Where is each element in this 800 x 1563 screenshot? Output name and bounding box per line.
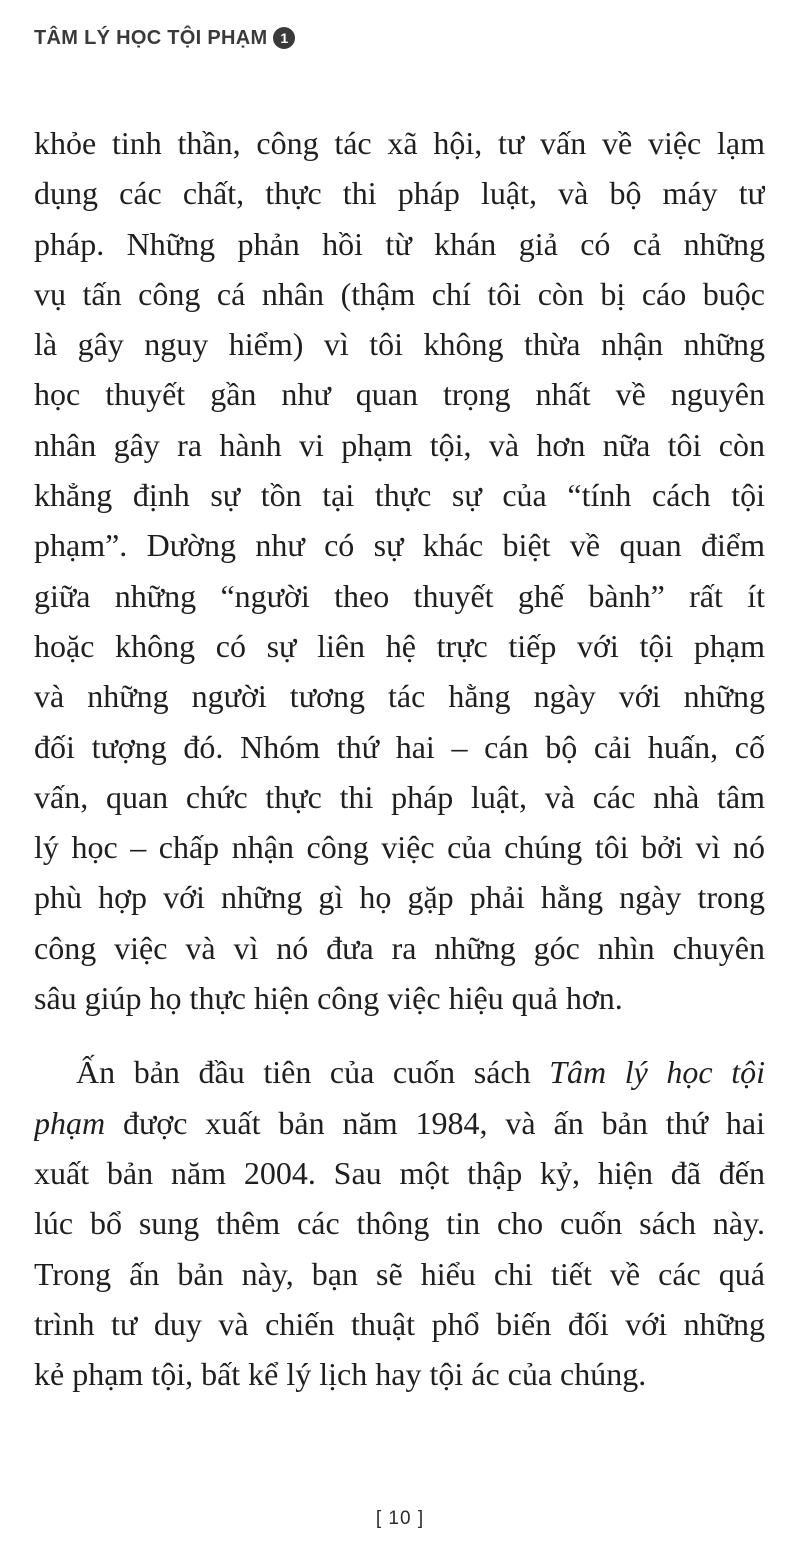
text-line: lúc bổ sung thêm các thông tin cho cuốn sách này. [34,1205,765,1242]
text-line [34,1098,765,1148]
text-line [34,1047,765,1097]
text-line: khẳng định sự tồn tại thực sự của “tính cách tội [34,477,765,514]
text-line: lý học – chấp nhận công việc của chúng tôi bởi vì nó [34,829,765,866]
book-title-italic: phạm [34,1104,106,1141]
text-line: sâu giúp họ thực hiện công việc hiệu quả hơn. [34,980,623,1017]
page-number: [ 10 ] [375,1508,425,1529]
text-line: kẻ phạm tội, bất kể lý lịch hay tội ác của chúng. [34,1356,647,1393]
text-line: vấn, quan chức thực thi pháp luật, và các nhà tâm [34,778,765,815]
text-line: học thuyết gần như quan trọng nhất về nguyên [34,376,765,413]
paragraph-2 [34,1047,765,1399]
text-line: hoặc không có sự liên hệ trực tiếp với tội phạm [34,627,765,664]
text-line: giữa những “người theo thuyết ghế bành” rất ít [34,577,765,614]
text-line: vụ tấn công cá nhân (thậm chí tôi còn bị cáo buộc [34,275,765,312]
text-line: đối tượng đó. Nhóm thứ hai – cán bộ cải huấn, cố [34,728,765,765]
text-run: Ấn bản đầu tiên của cuốn sách [76,1054,550,1091]
text-line: pháp. Những phản hồi từ khán giả có cả những [34,225,765,262]
paragraph-1 [34,118,765,1023]
text-line: công việc và vì nó đưa ra những góc nhìn chuyên [34,929,765,966]
text-line: trình tư duy và chiến thuật phổ biến đối với những [34,1305,765,1342]
text-line: và những người tương tác hằng ngày với những [34,678,765,715]
text-line: là gây nguy hiểm) vì tôi không thừa nhận những [34,326,765,363]
text-run: được xuất bản năm 1984, và ấn bản thứ hai [105,1104,765,1141]
text-line: phạm”. Dường như có sự khác biệt về quan điểm [34,527,765,564]
page-body [34,118,765,1399]
text-line: xuất bản năm 2004. Sau một thập kỷ, hiện đã đến [34,1154,765,1191]
text-line: nhân gây ra hành vi phạm tội, và hơn nữa tôi còn [34,426,765,463]
text-line: dụng các chất, thực thi pháp luật, và bộ máy tư [34,175,765,212]
book-title-italic: Tâm lý học tội [549,1054,765,1091]
text-line: phù hợp với những gì họ gặp phải hằng ngày trong [34,879,765,916]
text-line: khỏe tinh thần, công tác xã hội, tư vấn về việc lạm [34,125,765,161]
running-header [34,24,295,52]
book-running-title: TÂM LÝ HỌC TỘI PHẠM [34,26,268,49]
text-line: Trong ấn bản này, bạn sẽ hiểu chi tiết về các quá [34,1255,765,1292]
volume-number-badge: 1 [273,27,295,49]
